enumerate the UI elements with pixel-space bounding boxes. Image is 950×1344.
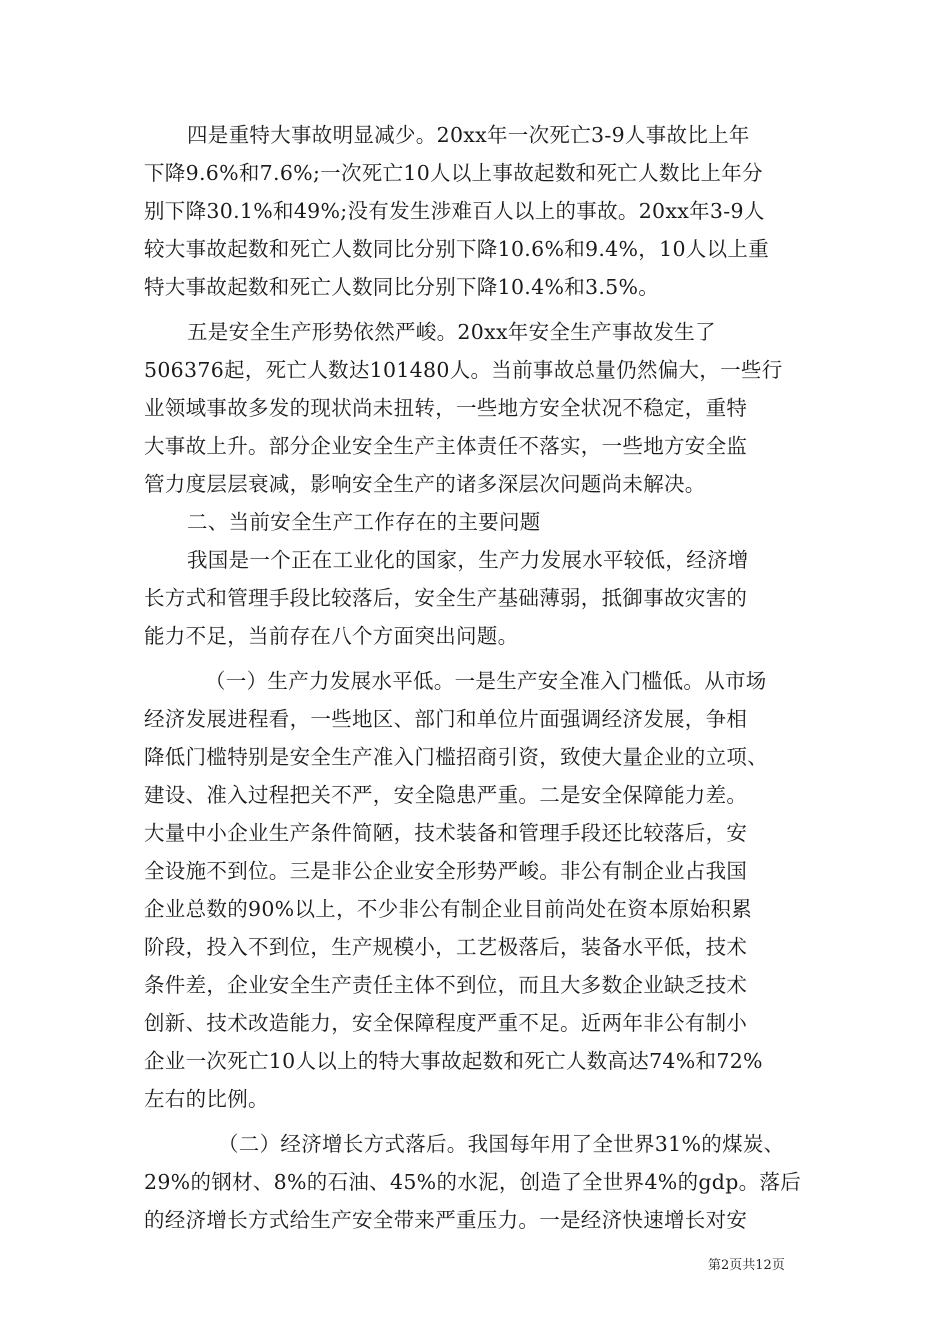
page-number: 第2页共12页 (708, 1258, 785, 1273)
text-line: 别下降30.1%和49%;没有发生涉难百人以上的事故。20xx年3-9人 (144, 199, 765, 223)
text-line: 四是重特大事故明显减少。20xx年一次死亡3-9人事故比上年 (187, 123, 750, 147)
text-line: 大事故上升。部分企业安全生产主体责任不落实，一些地方安全监 (144, 434, 748, 458)
text-line: 较大事故起数和死亡人数同比分别下降10.6%和9.4%，10人以上重 (144, 237, 769, 261)
text-line: 条件差，企业安全生产责任主体不到位，而且大多数企业缺乏技术 (144, 973, 748, 997)
text-line: 五是安全生产形势依然严峻。20xx年安全生产事故发生了 (187, 320, 716, 344)
section-heading: 二、当前安全生产工作存在的主要问题 (187, 510, 541, 534)
text-line: 特大事故起数和死亡人数同比分别下降10.4%和3.5%。 (144, 275, 660, 299)
text-line: 29%的钢材、8%的石油、45%的水泥，创造了全世界4%的gdp。落后 (144, 1170, 802, 1194)
text-line: 管力度层层衰减，影响安全生产的诸多深层次问题尚未解决。 (144, 472, 706, 496)
text-line: 506376起，死亡人数达101480人。当前事故总量仍然偏大，一些行 (144, 358, 783, 382)
text-line: 创新、技术改造能力，安全保障程度严重不足。近两年非公有制小 (144, 1011, 748, 1035)
text-line: 的经济增长方式给生产安全带来严重压力。一是经济快速增长对安 (144, 1208, 748, 1232)
text-line: 大量中小企业生产条件简陋，技术装备和管理手段还比较落后，安 (144, 821, 748, 845)
text-line: 能力不足，当前存在八个方面突出问题。 (144, 624, 519, 648)
text-line: 企业一次死亡10人以上的特大事故起数和死亡人数高达74%和72% (144, 1049, 763, 1073)
text-line: 我国是一个正在工业化的国家，生产力发展水平较低，经济增 (187, 548, 749, 572)
text-line: 阶段，投入不到位，生产规模小，工艺极落后，装备水平低，技术 (144, 935, 748, 959)
text-line: 下降9.6%和7.6%;一次死亡10人以上事故起数和死亡人数比上年分 (144, 161, 763, 185)
text-line: 全设施不到位。三是非公企业安全形势严峻。非公有制企业占我国 (144, 859, 748, 883)
text-line: 企业总数的90%以上，不少非公有制企业目前尚处在资本原始积累 (144, 897, 753, 921)
text-line: 长方式和管理手段比较落后，安全生产基础薄弱，抵御事故灾害的 (144, 586, 748, 610)
text-line: 降低门槛特别是安全生产准入门槛招商引资，致使大量企业的立项、 (144, 745, 768, 769)
text-line: （二）经济增长方式落后。我国每年用了全世界31%的煤炭、 (218, 1132, 785, 1156)
text-line: 经济发展进程看，一些地区、部门和单位片面强调经济发展，争相 (144, 707, 748, 731)
text-line: 左右的比例。 (144, 1087, 269, 1111)
text-line: （一）生产力发展水平低。一是生产安全准入门槛低。从市场 (205, 669, 767, 693)
document-body (144, 116, 820, 1239)
text-line: 建设、准入过程把关不严，安全隐患严重。二是安全保障能力差。 (144, 783, 748, 807)
text-line: 业领域事故多发的现状尚未扭转，一些地方安全状况不稳定，重特 (144, 396, 748, 420)
